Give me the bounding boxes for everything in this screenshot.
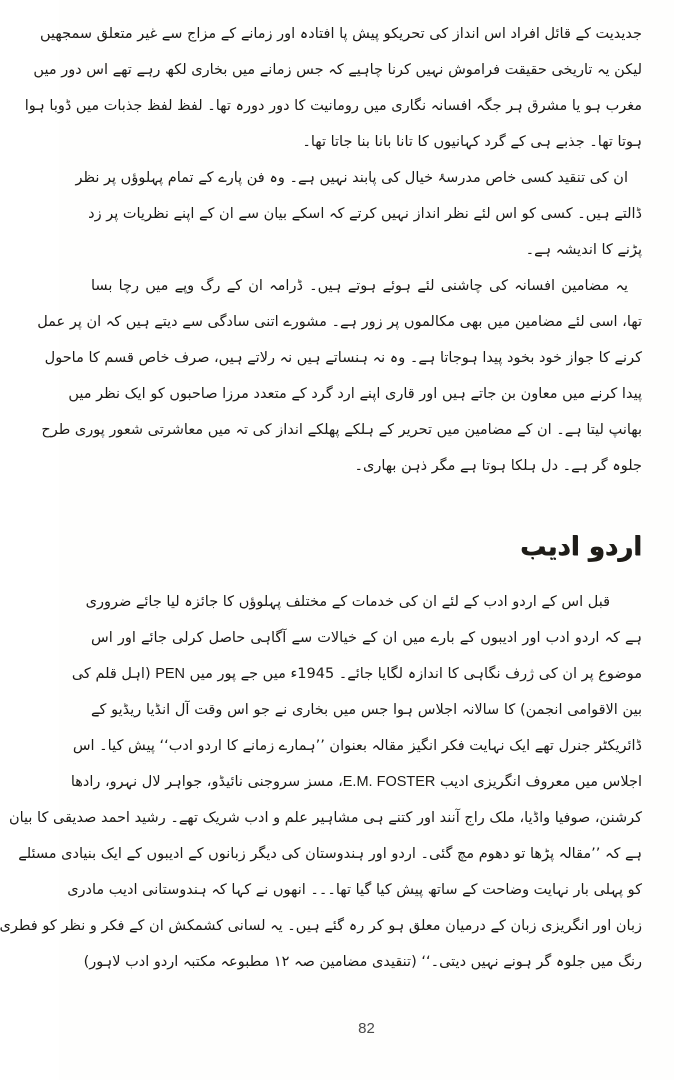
paragraph-line: مغرب ہو یا مشرق ہر جگہ افسانہ نگاری میں رومانیت کا دور دورہ تھا۔ لفظ لفظ جذبات میں ڈوبا ہوا — [24, 98, 642, 114]
paragraph-essays — [37, 278, 642, 494]
paragraph-line: زبان اور انگریزی زبان کے درمیان معلق ہو کر رہ گئے ہیں۔ یہ لسانی کشمکش ان کے فکر و نظر کو فطری — [0, 918, 642, 934]
paragraph-line: کرشنن، صوفیا واڈیا، ملک راج آنند اور کتنے ہی مشاہیر علم و ادب شریک تھے۔ رشید احمد صدیقی کا بیان — [8, 810, 642, 826]
paragraph-line: بھانپ لیتا ہے۔ ان کے مضامین میں تحریر کے ہلکے پھلکے انداز کی تہ میں معاشرتی شعور پوری طرح — [41, 422, 642, 438]
page-number: 82 — [358, 1020, 375, 1037]
paragraph-line: کو پہلی بار نہایت وضاحت کے ساتھ پیش کیا گیا تھا۔۔۔ انھوں نے کہا کہ ہندوستانی ادیب مادری — [67, 882, 642, 898]
line-text: اجلاس میں معروف انگریزی ادیب — [440, 774, 642, 790]
paragraph-line: لیکن یہ تاریخی حقیقت فراموش نہیں کرنا چاہیے کہ جس زمانے میں بخاری لکھ رہے تھے اس دور میں — [33, 62, 642, 78]
paragraph-line — [70, 774, 642, 810]
paragraph-line: ان کی تنقید کسی خاص مدرسۂ خیال کی پابند نہیں ہے۔ وہ فن پارے کے تمام پہلوؤں پر نظر — [75, 170, 628, 186]
paragraph-line: تھا، اسی لئے مضامین میں بھی مکالموں پر زور ہے۔ مشورے اتنی سادگی سے دیتے ہیں کہ ان پر عمل — [37, 314, 642, 330]
paragraph-modernism — [24, 26, 642, 170]
section-heading: اردو ادیب — [520, 532, 642, 562]
line-text: موضوع پر ان کی ژرف نگاہی کا اندازہ لگایا جائے۔ 1945ء میں جے پور میں — [189, 666, 642, 682]
paragraph-criticism — [75, 170, 642, 278]
paragraph-line: ہے کہ اردو ادب اور ادیبوں کے بارے میں ان کے خیالات سے آگاہی حاصل کرلی جائے اور اس — [91, 630, 642, 646]
paragraph-line: ہے کہ ’’مقالہ پڑھا تو دھوم مچ گئی۔ اردو اور ہندوستان کی دیگر زبانوں کے ادیبوں کے ایک بنیادی مسئلے — [18, 846, 642, 862]
line-text: ، مسز سروجنی نائیڈو، جواہر لال نہرو، رادھا — [70, 774, 343, 790]
paragraph-line: بین الاقوامی انجمن) کا سالانہ اجلاس ہوا جس میں بخاری نے جو اس وقت آل انڈیا ریڈیو کے — [91, 702, 642, 718]
paragraph-line: رنگ میں جلوہ گر ہونے نہیں دیتی۔‘‘ (تنقیدی مضامین صہ ۱۲ مطبوعہ مکتبہ اردو ادب لاہور) — [83, 954, 642, 970]
paragraph-line: یہ مضامین افسانہ کی چاشنی لئے ہوئے ہوتے ہیں۔ ڈرامہ ان کے رگ وپے میں رچا بسا — [91, 278, 628, 294]
pen-acronym: PEN — [155, 666, 186, 682]
paragraph-line: کرنے کا جواز خود بخود پیدا ہوجاتا ہے۔ وہ نہ ہنساتے ہیں نہ رلاتے ہیں، صرف خاص قسم کا ماحول — [44, 350, 642, 366]
paragraph-line: ڈائریکٹر جنرل تھے ایک نہایت فکر انگیز مقالہ بعنوان ’’ہمارے زمانے کا اردو ادب‘‘ پیش کیا۔ اس — [72, 738, 642, 754]
paragraph-line — [71, 666, 642, 702]
paragraph-line: جلوہ گر ہے۔ دل ہلکا ہوتا ہے مگر ذہن بھاری۔ — [354, 458, 642, 474]
paragraph-line: قبل اس کے اردو ادب کے لئے ان کی خدمات کے مختلف پہلوؤں کا جائزہ لیا جائے ضروری — [85, 594, 610, 610]
paragraph-line: پڑنے کا اندیشہ ہے۔ — [525, 242, 642, 258]
paragraph-line: پیدا کرنے میں معاون بن جاتے ہیں اور قاری اپنے ارد گرد کے متعدد مرزا صاحبوں کو ایک نظر میں — [68, 386, 642, 402]
author-name-latin: E.M. FOSTER — [342, 774, 436, 790]
paragraph-line: ڈالتے ہیں۔ کسی کو اس لئے نظر انداز نہیں کرتے کہ اسکے بیان سے ان کے اپنے نظریات پر زد — [88, 206, 642, 222]
line-text: (اہل قلم کی — [71, 666, 151, 682]
paragraph-line: ہوتا تھا۔ جذبے ہی کے گرد کہانیوں کا تانا بانا بنا جاتا تھا۔ — [302, 134, 642, 150]
paragraph-line: جدیدیت کے قائل افراد اس انداز کی تحریکو پیش پا افتادہ اور زمانے کے مزاج سے غیر متعلق سمجھیں — [39, 26, 642, 42]
paragraph-urdu-writers — [0, 594, 642, 990]
